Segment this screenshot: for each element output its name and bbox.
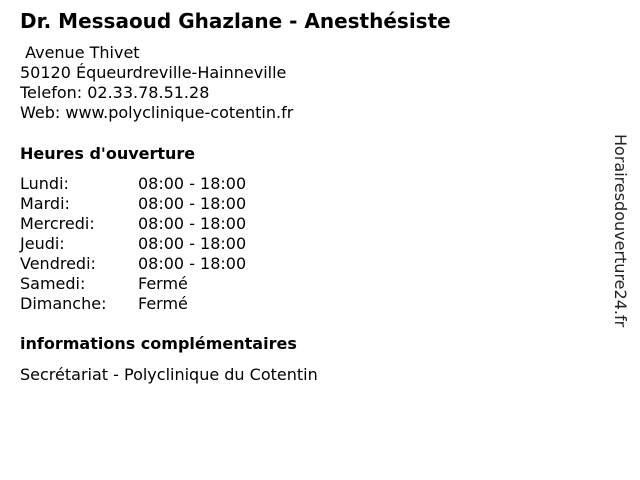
day-label: Jeudi: xyxy=(20,234,65,253)
page-title: Dr. Messaoud Ghazlane - Anesthésiste xyxy=(20,9,451,33)
day-label: Mercredi: xyxy=(20,214,95,233)
website-link[interactable]: Web: www.polyclinique-cotentin.fr xyxy=(20,103,294,122)
hours-row-thursday xyxy=(20,234,246,254)
hours-row-wednesday xyxy=(20,214,246,234)
city-address: 50120 Équeurdreville-Hainneville xyxy=(20,63,287,82)
hours-value: 08:00 - 18:00 xyxy=(138,194,247,213)
hours-value: 08:00 - 18:00 xyxy=(138,254,247,273)
street-address: Avenue Thivet xyxy=(20,43,140,62)
day-label: Samedi: xyxy=(20,274,86,293)
opening-hours-heading: Heures d'ouverture xyxy=(20,144,196,163)
hours-row-sunday xyxy=(20,294,246,314)
additional-info-text: Secrétariat - Polyclinique du Cotentin xyxy=(20,365,318,384)
additional-info-heading: informations complémentaires xyxy=(20,334,297,353)
address-block xyxy=(20,43,293,123)
hours-value: 08:00 - 18:00 xyxy=(138,234,247,253)
day-label: Mardi: xyxy=(20,194,70,213)
hours-value: Fermé xyxy=(138,274,188,293)
watermark-text: Horairesdouverture24.fr xyxy=(611,134,630,328)
hours-value: Fermé xyxy=(138,294,188,313)
day-label: Lundi: xyxy=(20,174,69,193)
hours-row-saturday xyxy=(20,274,246,294)
phone-number: Telefon: 02.33.78.51.28 xyxy=(20,83,210,102)
site-watermark xyxy=(612,134,636,346)
day-label: Vendredi: xyxy=(20,254,96,273)
opening-hours-table xyxy=(20,174,246,314)
hours-row-tuesday xyxy=(20,194,246,214)
day-label: Dimanche: xyxy=(20,294,107,313)
hours-row-monday xyxy=(20,174,246,194)
hours-value: 08:00 - 18:00 xyxy=(138,174,247,193)
hours-value: 08:00 - 18:00 xyxy=(138,214,247,233)
hours-row-friday xyxy=(20,254,246,274)
